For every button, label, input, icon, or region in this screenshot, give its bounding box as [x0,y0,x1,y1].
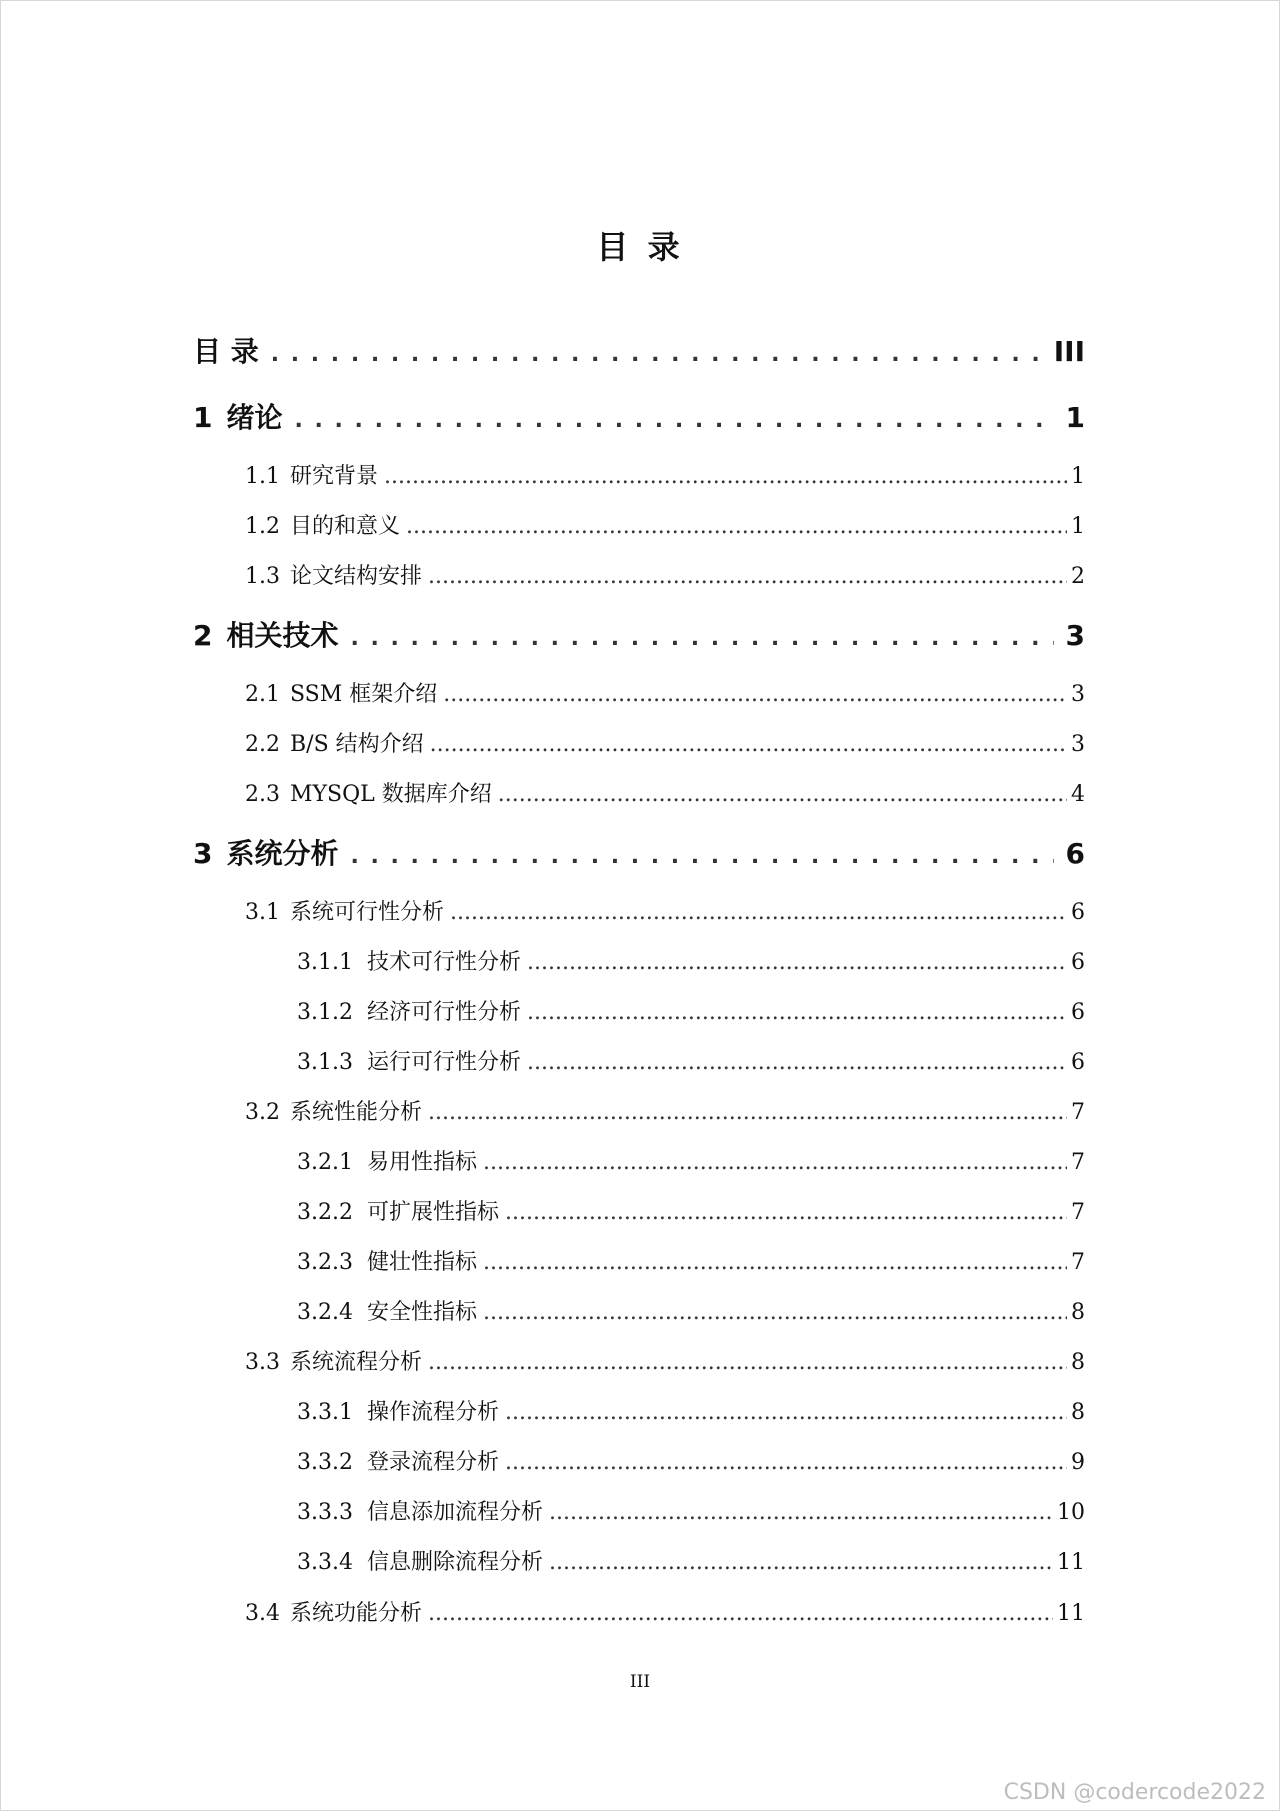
toc-entry-title: 信息添加流程分析 [366,1500,543,1525]
toc-dot-leader [428,1100,1067,1125]
toc-entry-title: 系统性能分析 [290,1100,423,1125]
toc-entry-page: 3 [1065,619,1085,652]
toc-entry-number: 3.1.2 [297,1000,353,1025]
toc-entry-number: 3.2.4 [297,1300,353,1325]
toc-entry-number: 3.1.1 [297,950,353,975]
toc-entry-number: 3.1.3 [297,1050,353,1075]
toc-entry-title: 易用性指标 [366,1150,477,1175]
watermark: CSDN @codercode2022 [1003,1780,1266,1805]
toc-dot-leader [351,619,1054,652]
toc-dot-leader [505,1450,1067,1475]
toc-entry[interactable] [245,727,1085,759]
toc-entry[interactable] [297,1295,1085,1327]
toc-entry[interactable] [297,1145,1085,1177]
toc-dot-leader [428,1601,1053,1626]
toc-dot-leader [483,1300,1067,1325]
toc-entry-title: 论文结构安排 [290,564,423,589]
toc-entry-page: 9 [1071,1450,1085,1475]
toc-dot-leader [428,564,1067,589]
toc-entry[interactable] [245,777,1085,809]
toc-entry[interactable] [245,559,1085,591]
toc-entry[interactable] [193,832,1085,872]
toc-entry-number: 3.2 [245,1100,280,1125]
toc-entry[interactable] [245,895,1085,927]
toc-entry-page: III [1053,335,1085,368]
toc-entry-number: 2.2 [245,732,280,757]
toc-entry-title: 信息删除流程分析 [366,1550,543,1575]
toc-dot-leader [406,514,1067,539]
page-title: 目 录 [596,228,684,266]
toc-dot-leader [351,837,1054,870]
toc-entry-number: 1.2 [245,514,280,539]
toc-entry-title: 可扩展性指标 [366,1200,499,1225]
toc-entry[interactable] [245,509,1085,541]
toc-entry-number: 1.1 [245,464,280,489]
toc-dot-leader [384,464,1067,489]
toc-entry-title: 技术可行性分析 [366,950,521,975]
toc-dot-leader [549,1500,1053,1525]
toc-dot-leader [271,335,1042,368]
toc-entry-page: 11 [1057,1550,1085,1575]
toc-dot-leader [505,1200,1067,1225]
toc-dot-leader [527,1000,1067,1025]
toc-entry[interactable] [245,1095,1085,1127]
toc-dot-leader [443,682,1067,707]
toc-entry-title: MYSQL 数据库介绍 [290,782,492,807]
toc-entry[interactable] [297,1395,1085,1427]
toc-entry-title: 健壮性指标 [366,1250,477,1275]
toc-entry-page: 6 [1071,1050,1085,1075]
toc-dot-leader [549,1550,1053,1575]
toc-entry-number: 3.2.2 [297,1200,353,1225]
toc-entry[interactable] [297,995,1085,1027]
toc-dot-leader [527,1050,1067,1075]
toc-entry-title: 经济可行性分析 [366,1000,521,1025]
toc-entry-page: 7 [1071,1150,1085,1175]
toc-dot-leader [505,1400,1067,1425]
toc-entry-page: 6 [1065,837,1085,870]
toc-dot-leader [450,900,1067,925]
toc-entry-page: 7 [1071,1100,1085,1125]
toc-entry-page: 3 [1071,732,1085,757]
toc-dot-leader [483,1250,1067,1275]
toc-entry-title: 研究背景 [290,464,379,489]
toc-entry-number: 3.2.3 [297,1250,353,1275]
toc-entry-page: 7 [1071,1250,1085,1275]
toc-entry-page: 6 [1071,900,1085,925]
toc-entry-number: 3.3.2 [297,1450,353,1475]
toc-entry-page: 6 [1071,950,1085,975]
toc-entry-number: 3 [193,837,213,870]
toc-entry[interactable] [297,1495,1085,1527]
toc-entry-title: 登录流程分析 [366,1450,499,1475]
toc-entry-page: 8 [1071,1350,1085,1375]
toc-entry-number: 2 [193,619,213,652]
toc-entry[interactable] [297,1545,1085,1577]
toc-entry-title: 系统可行性分析 [290,900,445,925]
toc-entry[interactable] [297,1195,1085,1227]
toc-entry[interactable] [193,330,1085,370]
toc-dot-leader [430,732,1067,757]
toc-entry-number: 3.3 [245,1350,280,1375]
toc-entry-title: 安全性指标 [366,1300,477,1325]
toc-entry-number: 3.4 [245,1601,280,1626]
toc-entry-title: 系统流程分析 [290,1350,423,1375]
toc-entry-title: SSM 框架介绍 [290,682,438,707]
toc-entry-title: 系统分析 [226,837,339,870]
toc-entry[interactable] [193,396,1085,436]
toc-entry-page: 8 [1071,1300,1085,1325]
toc-entry-page: 1 [1071,514,1085,539]
toc-entry-page: 4 [1071,782,1085,807]
toc-entry[interactable] [245,459,1085,491]
toc-entry[interactable] [193,614,1085,654]
toc-entry-number: 3.1 [245,900,280,925]
toc-entry[interactable] [245,677,1085,709]
toc-entry-title: 绪论 [226,401,283,434]
toc-entry-title: 运行可行性分析 [366,1050,521,1075]
toc-entry-number: 2.3 [245,782,280,807]
toc-entry[interactable] [245,1345,1085,1377]
toc-entry-page: 8 [1071,1400,1085,1425]
toc-entry-title: 系统功能分析 [290,1601,423,1626]
toc-dot-leader [483,1150,1067,1175]
toc-entry-number: 1.3 [245,564,280,589]
toc-entry-page: 1 [1071,464,1085,489]
toc-entry-page: 11 [1057,1601,1085,1626]
toc-entry-title: B/S 结构介绍 [290,732,424,757]
toc-entry[interactable] [297,1245,1085,1277]
toc-entry-page: 3 [1071,682,1085,707]
toc-entry-number: 1 [193,401,213,434]
toc-dot-leader [498,782,1067,807]
toc-entry-number: 3.3.3 [297,1500,353,1525]
toc-entry-number: 3.3.1 [297,1400,353,1425]
toc-entry-number: 3.3.4 [297,1550,353,1575]
toc-entry-title: 目的和意义 [290,514,401,539]
toc-entry[interactable] [297,1445,1085,1477]
toc-entry[interactable] [297,1045,1085,1077]
toc-entry-number: 3.2.1 [297,1150,353,1175]
toc-entry-title: 目 录 [193,335,259,368]
toc-entry-title: 相关技术 [226,619,339,652]
toc-entry-page: 2 [1071,564,1085,589]
toc-entry-number: 2.1 [245,682,280,707]
toc-entry-title: 操作流程分析 [366,1400,499,1425]
toc-entry-page: 6 [1071,1000,1085,1025]
toc-dot-leader [527,950,1067,975]
toc-dot-leader [428,1350,1067,1375]
toc-entry[interactable] [297,945,1085,977]
toc-dot-leader [295,401,1054,434]
toc-entry-page: 10 [1057,1500,1085,1525]
footer-page-number: III [629,1672,651,1692]
toc-entry-page: 7 [1071,1200,1085,1225]
toc-entry[interactable] [245,1596,1085,1628]
toc-entry-page: 1 [1065,401,1085,434]
